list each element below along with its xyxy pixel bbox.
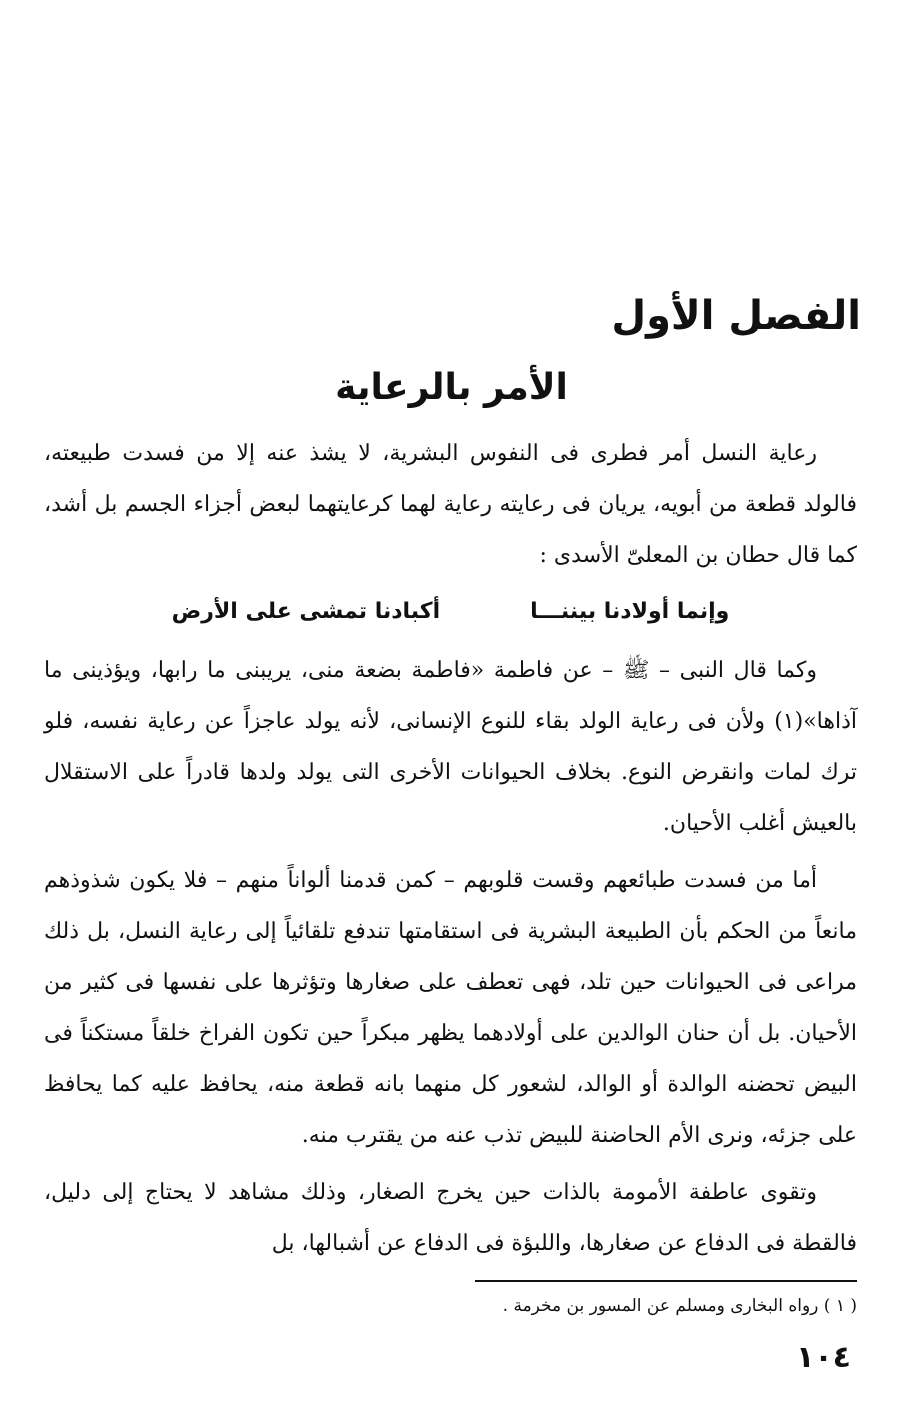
verse-first-hemistich: وإنما أولادنا بيننـــا (530, 599, 730, 624)
footnote: ( ١ ) رواه البخارى ومسلم عن المسور بن مخرمة . (502, 1296, 857, 1316)
page-number: ١٠٤ (796, 1340, 851, 1375)
poetry-verse (44, 583, 857, 641)
footnote-divider (475, 1280, 857, 1282)
paragraph-1: رعاية النسل أمر فطرى فى النفوس البشرية، لا يشذ عنه إلا من فسدت طبيعته، فالولد قطعة من أبويه، يريان فى رعايته رعاية لهما كرعايتهما لبعض أجزاء الجسم بل أشد، كما قال حطان بن المعلىّ الأسدى : (44, 441, 857, 568)
body-text (44, 428, 857, 1269)
paragraph-3: أما من فسدت طبائعهم وقست قلوبهم – كمن قدمنا ألواناً منهم – فلا يكون شذوذهم مانعاً من الحكم بأن الطبيعة البشرية فى استقامتها تندفع تلقائياً إلى رعاية النسل، بل ذلك مراعى فى الحيوانات حين تلد، فهى تعطف على صغارها وتؤثرها على نفسها فى كثير من الأحيان. بل أن حنان الوالدين على أولادهما يظهر مبكراً حين تكون الفراخ خلقاً مستكناً فى البيض تحضنه الوالدة أو الوالد، لشعور كل منهما بانه قطعة منه، يحافظ عليه كما يحافظ على جزئه، ونرى الأم الحاضنة للبيض تذب عنه من يقترب منه. (44, 868, 857, 1148)
section-title: الأمر بالرعاية (335, 367, 568, 408)
paragraph-2: وكما قال النبى – ﷺ – عن فاطمة «فاطمة بضعة منى، يريبنى ما رابها، ويؤذينى ما آذاها»(١) ولأن فى رعاية الولد بقاء للنوع الإنسانى، لأنه يولد عاجزاً عن رعاية نفسه، فلو ترك لمات وانقرض النوع. بخلاف الحيوانات الأخرى التى يولد ولدها قادراً على الاستقلال بالعيش أغلب الأحيان. (44, 658, 857, 836)
paragraph-4: وتقوى عاطفة الأمومة بالذات حين يخرج الصغار، وذلك مشاهد لا يحتاج إلى دليل، فالقطة فى الدفاع عن صغارها، واللبؤة فى الدفاع عن أشبالها، بل (44, 1180, 857, 1256)
verse-second-hemistich: أكبادنا تمشى على الأرض (171, 599, 441, 624)
chapter-title: الفصل الأول (611, 293, 861, 339)
